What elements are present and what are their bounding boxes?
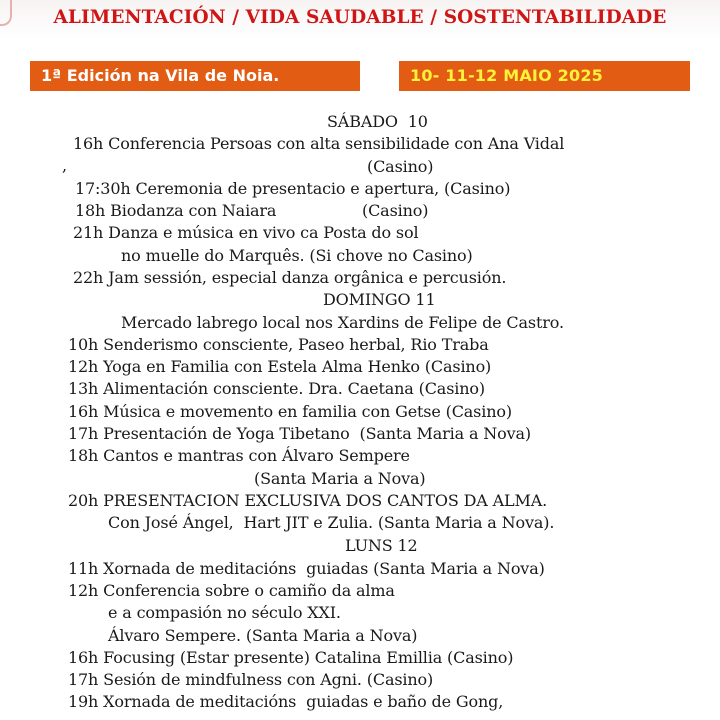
page-title: ALIMENTACIÓN / VIDA SAUDABLE / SOSTENTABILIDADE: [53, 7, 667, 28]
schedule-line: Con José Ángel, Hart JIT e Zulia. (Santa Maria a Nova).: [108, 513, 555, 532]
schedule-line: 10h Senderismo consciente, Paseo herbal, Rio Traba: [68, 335, 489, 354]
schedule-line: Álvaro Sempere. (Santa Maria a Nova): [108, 626, 418, 645]
schedule-line: 16h Conferencia Persoas con alta sensibilidade con Ana Vidal: [73, 134, 565, 153]
schedule-line: 17h Presentación de Yoga Tibetano (Santa Maria a Nova): [68, 424, 531, 443]
schedule-line: no muelle do Marquês. (Si chove no Casino): [121, 246, 473, 265]
schedule-line: 11h Xornada de meditacións guiadas (Santa Maria a Nova): [68, 559, 545, 578]
schedule-line: 16h Focusing (Estar presente) Catalina Emillia (Casino): [68, 648, 514, 667]
schedule-line: ,: [62, 156, 67, 175]
schedule-line: 20h PRESENTACION EXCLUSIVA DOS CANTOS DA ALMA.: [68, 491, 548, 510]
schedule-line: 22h Jam sessión, especial danza orgânica e percusión.: [73, 268, 507, 287]
schedule-line: 17:30h Ceremonia de presentacio e apertura, (Casino): [75, 179, 511, 198]
schedule-line: 18h Biodanza con Naiara: [75, 201, 277, 220]
schedule-line: (Casino): [362, 201, 429, 220]
schedule-line: (Santa Maria a Nova): [254, 469, 426, 488]
day-heading-sabado: SÁBADO 10: [327, 112, 428, 131]
schedule-line: 12h Yoga en Familia con Estela Alma Henko (Casino): [68, 357, 492, 376]
edition-banner: 1ª Edición na Vila de Noia.: [30, 61, 360, 91]
schedule-line: Mercado labrego local nos Xardins de Felipe de Castro.: [121, 313, 564, 332]
schedule-line: 13h Alimentación consciente. Dra. Caetana (Casino): [68, 379, 485, 398]
day-heading-luns: LUNS 12: [345, 536, 418, 555]
schedule-line: 21h Danza e música en vivo ca Posta do sol: [73, 223, 419, 242]
schedule-line: 16h Música e movemento en familia con Getse (Casino): [68, 402, 512, 421]
schedule-line: 17h Sesión de mindfulness con Agni. (Casino): [68, 670, 434, 689]
schedule-line: 12h Conferencia sobre o camiño da alma: [68, 581, 395, 600]
schedule-line: 18h Cantos e mantras con Álvaro Sempere: [68, 446, 410, 465]
dates-banner: 10- 11-12 MAIO 2025: [399, 61, 690, 91]
schedule-line: 19h Xornada de meditacións guiadas e baño de Gong,: [68, 692, 504, 711]
schedule-line: (Casino): [367, 157, 434, 176]
day-heading-domingo: DOMINGO 11: [323, 290, 436, 309]
schedule-line: e a compasión no século XXI.: [108, 603, 341, 622]
